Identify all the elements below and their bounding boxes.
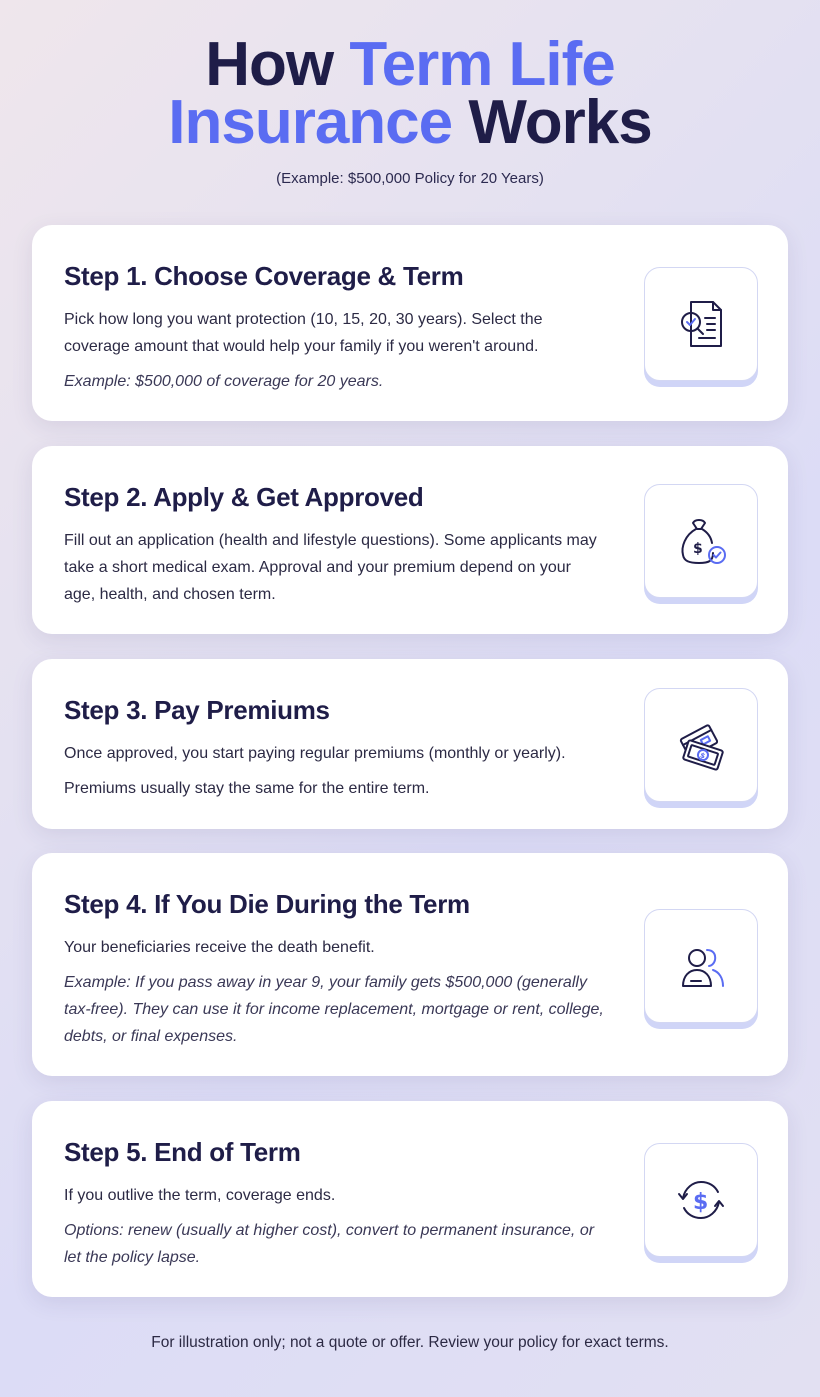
step-icon-box — [644, 484, 758, 598]
step-card-2 — [32, 446, 788, 634]
step-description: Your beneficiaries receive the death benefit. — [64, 939, 375, 956]
step-card-3 — [32, 659, 788, 829]
step-title: Step 1. Choose Coverage & Term — [64, 261, 464, 291]
step-description: Once approved, you start paying regular premiums (monthly or yearly). — [64, 745, 566, 762]
step-title: Step 4. If You Die During the Term — [64, 889, 470, 919]
document-search-icon — [669, 292, 733, 356]
step-icon-box — [644, 267, 758, 381]
step-card-5 — [32, 1101, 788, 1297]
step-icon-box — [644, 688, 758, 802]
beneficiaries-icon — [669, 934, 733, 998]
title-works: Works — [452, 88, 652, 157]
step-example: Example: If you pass away in year 9, your family gets $500,000 (generally tax-free). They can use it for income replacement, mortgage or rent, college, debts, or final expenses. — [64, 974, 604, 1045]
dollar-cycle-icon — [669, 1168, 733, 1232]
page-title — [0, 30, 820, 157]
money-bag-check-icon — [669, 509, 733, 573]
step-icon-box — [644, 909, 758, 1023]
svg-text:$: $ — [693, 1190, 709, 1215]
step-title: Step 2. Apply & Get Approved — [64, 482, 424, 512]
title-term-life: Term Life — [349, 30, 615, 99]
step-icon-box — [644, 1143, 758, 1257]
cash-card-icon — [669, 713, 733, 777]
step-description: Pick how long you want protection (10, 15, 20, 30 years). Select the coverage amount that would help your family if you weren't around. — [64, 311, 543, 355]
title-how: How — [205, 30, 350, 99]
header — [0, 30, 820, 187]
step-example: Example: $500,000 of coverage for 20 years. — [64, 373, 384, 390]
title-insurance: Insurance — [168, 88, 453, 157]
footer-disclaimer: For illustration only; not a quote or offer. Review your policy for exact terms. — [151, 1334, 669, 1351]
step-card-1 — [32, 225, 788, 421]
step-card-4 — [32, 853, 788, 1076]
step-note: Premiums usually stay the same for the entire term. — [64, 780, 430, 797]
step-title: Step 3. Pay Premiums — [64, 695, 330, 725]
svg-text:$: $ — [698, 751, 707, 761]
svg-text:$: $ — [693, 541, 703, 557]
step-description: If you outlive the term, coverage ends. — [64, 1187, 336, 1204]
step-title: Step 5. End of Term — [64, 1137, 301, 1167]
step-options: Options: renew (usually at higher cost), convert to permanent insurance, or let the policy lapse. — [64, 1222, 595, 1266]
page-subtitle: (Example: $500,000 Policy for 20 Years) — [276, 170, 544, 187]
step-description: Fill out an application (health and lifestyle questions). Some applicants may take a short medical exam. Approval and your premium depend on your age, health, and chosen term. — [64, 532, 597, 603]
